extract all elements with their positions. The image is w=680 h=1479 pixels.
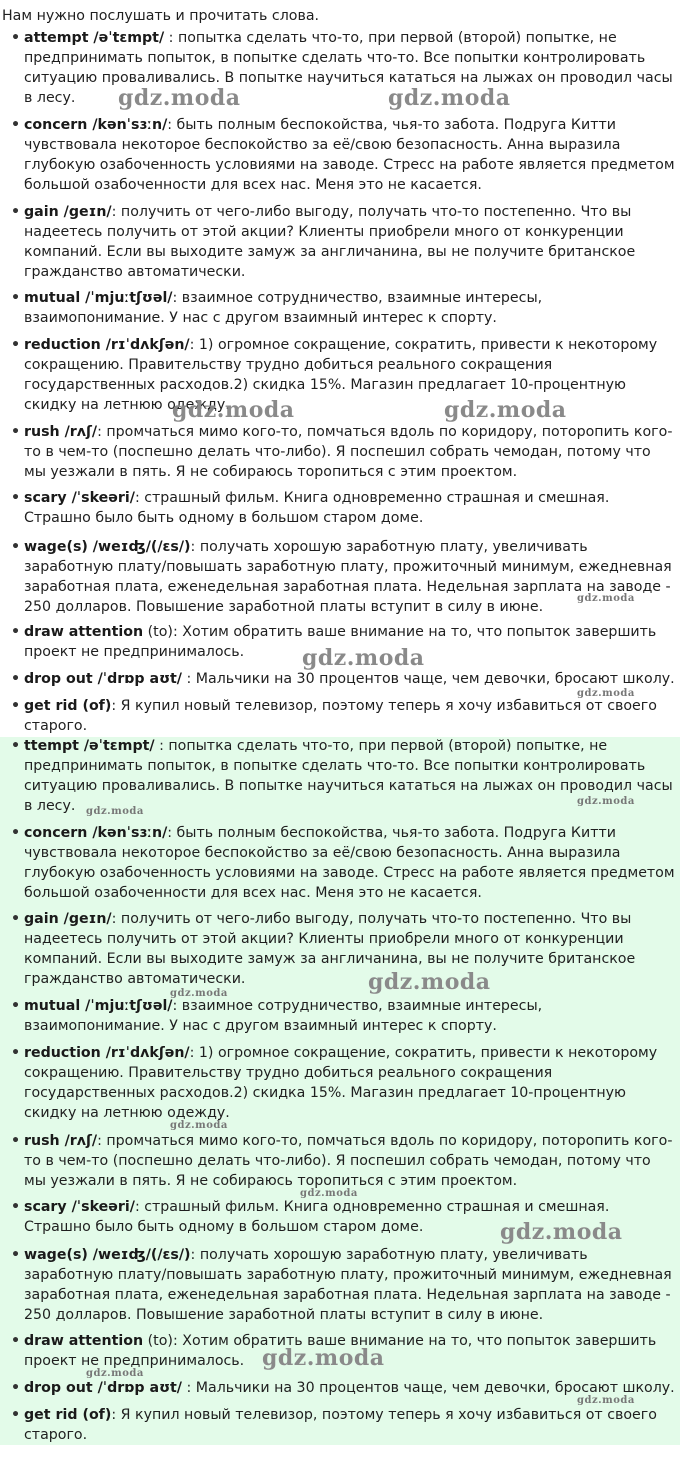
watermark: gdz.moda <box>500 1219 623 1245</box>
watermark: gdz.moda <box>170 988 228 999</box>
entry-term: attempt /əˈtɛmpt/ <box>24 30 165 46</box>
entry-definition: : взаимное сотрудничество, взаимные интересы, взаимопонимание. У нас с другом взаимный интерес к спорту. <box>24 998 543 1034</box>
vocab-entry-rush <box>24 1131 676 1191</box>
vocab-entry-wage <box>24 537 676 617</box>
entry-term: mutual /ˈmjuːtʃʊəl/ <box>24 290 173 306</box>
entry-definition: : 1) огромное сокращение, сократить, привести к некоторому сокращению. Правительству трудно добиться реального сокращения государственных расходов.2) скидка 15%. Магазин предлагает 10-процентную скидку на летнюю одежду. <box>24 337 658 413</box>
entry-definition: : быть полным беспокойства, чья-то забота. Подруга Китти чувствовала некоторое беспокойство за её/свою безопасность. Анна выразила глубокую озабоченность условиями на заводе. Стресс на работе является предметом большой озабоченности для всех нас. Меня это не касается. <box>24 825 675 901</box>
entry-definition: : промчаться мимо кого-то, помчаться вдоль по коридору, поторопить кого-то в чем-то (поспешно делать что-либо). Я поспешил собрать чемодан, потому что мы уезжали в пять. Я не собираюсь торопиться с этим проектом. <box>24 424 673 480</box>
watermark: gdz.moda <box>86 806 144 817</box>
entry-term: drop out /ˈdrɒp aʊt/ <box>24 671 182 687</box>
entry-term: scary /ˈskeəri/ <box>24 1199 135 1215</box>
vocab-entry-gain <box>24 202 676 282</box>
entry-term: mutual /ˈmjuːtʃʊəl/ <box>24 998 173 1014</box>
entry-definition: : получить от чего-либо выгоду, получать что-то постепенно. Что вы надеетесь получить от этой акции? Клиенты приобрели много от конкуренции компаний. Если вы выходите замуж за англичанина, вы не получите британское гражданство автоматически. <box>24 204 636 280</box>
entry-definition: : попытка сделать что-то, при первой (второй) попытке, не предпринимать попыток, в попытке сделать что-то. Все попытки контролировать ситуацию проваливались. В попытке научиться кататься на лыжах он проводил часы в лесу. <box>24 30 673 106</box>
watermark: gdz.moda <box>86 1368 144 1379</box>
watermark: gdz.moda <box>302 645 425 671</box>
vocab-entry-concern <box>24 115 676 195</box>
entry-definition: : Мальчики на 30 процентов чаще, чем девочки, бросают школу. <box>182 671 675 687</box>
entry-term: concern /kənˈsɜːn/ <box>24 117 168 133</box>
entry-definition: : промчаться мимо кого-то, помчаться вдоль по коридору, поторопить кого-то в чем-то (поспешно делать что-либо). Я поспешил собрать чемодан, потому что мы уезжали в пять. Я не собираюсь торопиться с этим проектом. <box>24 1133 673 1189</box>
watermark: gdz.moda <box>262 1345 385 1371</box>
watermark: gdz.moda <box>577 593 635 604</box>
entry-term: rush /rʌʃ/ <box>24 1133 98 1149</box>
entry-definition: : 1) огромное сокращение, сократить, привести к некоторому сокращению. Правительству трудно добиться реального сокращения государственных расходов.2) скидка 15%. Магазин предлагает 10-процентную скидку на летнюю одежду. <box>24 1045 658 1121</box>
entry-term: gain /geɪn/ <box>24 911 112 927</box>
vocab-entry-rush <box>24 422 676 482</box>
entry-term: gain /geɪn/ <box>24 204 112 220</box>
entry-term: drop out /ˈdrɒp aʊt/ <box>24 1380 182 1396</box>
vocab-entry-mutual <box>24 996 676 1036</box>
entry-definition: : попытка сделать что-то, при первой (второй) попытке, не предпринимать попыток, в попытке сделать что-то. Все попытки контролировать ситуацию проваливались. В попытке научиться кататься на лыжах он проводил часы в лесу. <box>24 738 673 814</box>
vocab-entry-scary <box>24 488 676 528</box>
entry-term: wage(s) /weɪʤ/(/ɛs/) <box>24 539 191 555</box>
watermark: gdz.moda <box>118 85 241 111</box>
vocab-entry-gain <box>24 909 676 989</box>
entry-term: reduction /rɪˈdʌkʃən/ <box>24 337 190 353</box>
watermark: gdz.moda <box>577 688 635 699</box>
vocab-entry-wage <box>24 1245 676 1325</box>
entry-definition: : получать хорошую заработную плату, увеличивать заработную плату/повышать заработную плату, прожиточный минимум, ежедневная заработная плата, еженедельная заработная плата. Недельная зарплата на заводе - 250 долларов. Повышение заработной платы вступит в силу в июне. <box>24 1247 672 1323</box>
watermark: gdz.moda <box>577 796 635 807</box>
watermark: gdz.moda <box>388 85 511 111</box>
watermark: gdz.moda <box>172 397 295 423</box>
watermark: gdz.moda <box>444 397 567 423</box>
entry-definition: : быть полным беспокойства, чья-то забота. Подруга Китти чувствовала некоторое беспокойство за её/свою безопасность. Анна выразила глубокую озабоченность условиями на заводе. Стресс на работе является предметом большой озабоченности для всех нас. Меня это не касается. <box>24 117 675 193</box>
vocab-entry-reduction <box>24 335 676 415</box>
entry-term: scary /ˈskeəri/ <box>24 490 135 506</box>
entry-term: get rid (of) <box>24 1407 112 1423</box>
entry-definition: : страшный фильм. Книга одновременно страшная и смешная. Страшно было быть одному в большом старом доме. <box>24 1199 610 1235</box>
vocab-entry-concern <box>24 823 676 903</box>
entry-definition: : получить от чего-либо выгоду, получать что-то постепенно. Что вы надеетесь получить от этой акции? Клиенты приобрели много от конкуренции компаний. Если вы выходите замуж за англичанина, вы не получите британское гражданство автоматически. <box>24 911 636 987</box>
entry-term: ttempt /əˈtɛmpt/ <box>24 738 155 754</box>
entry-term: draw attention <box>24 1333 144 1349</box>
entry-definition: (to): Хотим обратить ваше внимание на то, что попыток завершить проект не предпринималось. <box>24 1333 657 1369</box>
entry-definition: : страшный фильм. Книга одновременно страшная и смешная. Страшно было быть одному в большом старом доме. <box>24 490 610 526</box>
vocab-entry-get-rid <box>24 1405 676 1445</box>
vocab-entry-drop-out <box>24 669 676 689</box>
entry-definition: : Я купил новый телевизор, поэтому теперь я хочу избавиться от своего старого. <box>24 1407 657 1443</box>
entry-definition: : Мальчики на 30 процентов чаще, чем девочки, бросают школу. <box>182 1380 675 1396</box>
entry-term: rush /rʌʃ/ <box>24 424 98 440</box>
watermark: gdz.moda <box>300 1188 358 1199</box>
intro-text: Нам нужно послушать и прочитать слова. <box>2 8 320 24</box>
entry-definition: : Я купил новый телевизор, поэтому теперь я хочу избавиться от своего старого. <box>24 698 657 734</box>
entry-definition: : взаимное сотрудничество, взаимные интересы, взаимопонимание. У нас с другом взаимный интерес к спорту. <box>24 290 543 326</box>
vocab-entry-get-rid <box>24 696 676 736</box>
entry-term: get rid (of) <box>24 698 112 714</box>
entry-term: draw attention <box>24 624 144 640</box>
watermark: gdz.moda <box>170 1120 228 1131</box>
entry-term: concern /kənˈsɜːn/ <box>24 825 168 841</box>
entry-definition: (to): Хотим обратить ваше внимание на то, что попыток завершить проект не предпринималось. <box>24 624 657 660</box>
watermark: gdz.moda <box>368 969 491 995</box>
entry-term: wage(s) /weɪʤ/(/ɛs/) <box>24 1247 191 1263</box>
watermark: gdz.moda <box>577 1395 635 1406</box>
vocab-entry-mutual <box>24 288 676 328</box>
entry-definition: : получать хорошую заработную плату, увеличивать заработную плату/повышать заработную плату, прожиточный минимум, ежедневная заработная плата, еженедельная заработная плата. Недельная зарплата на заводе - 250 долларов. Повышение заработной платы вступит в силу в июне. <box>24 539 672 615</box>
entry-term: reduction /rɪˈdʌkʃən/ <box>24 1045 190 1061</box>
vocab-entry-reduction <box>24 1043 676 1123</box>
